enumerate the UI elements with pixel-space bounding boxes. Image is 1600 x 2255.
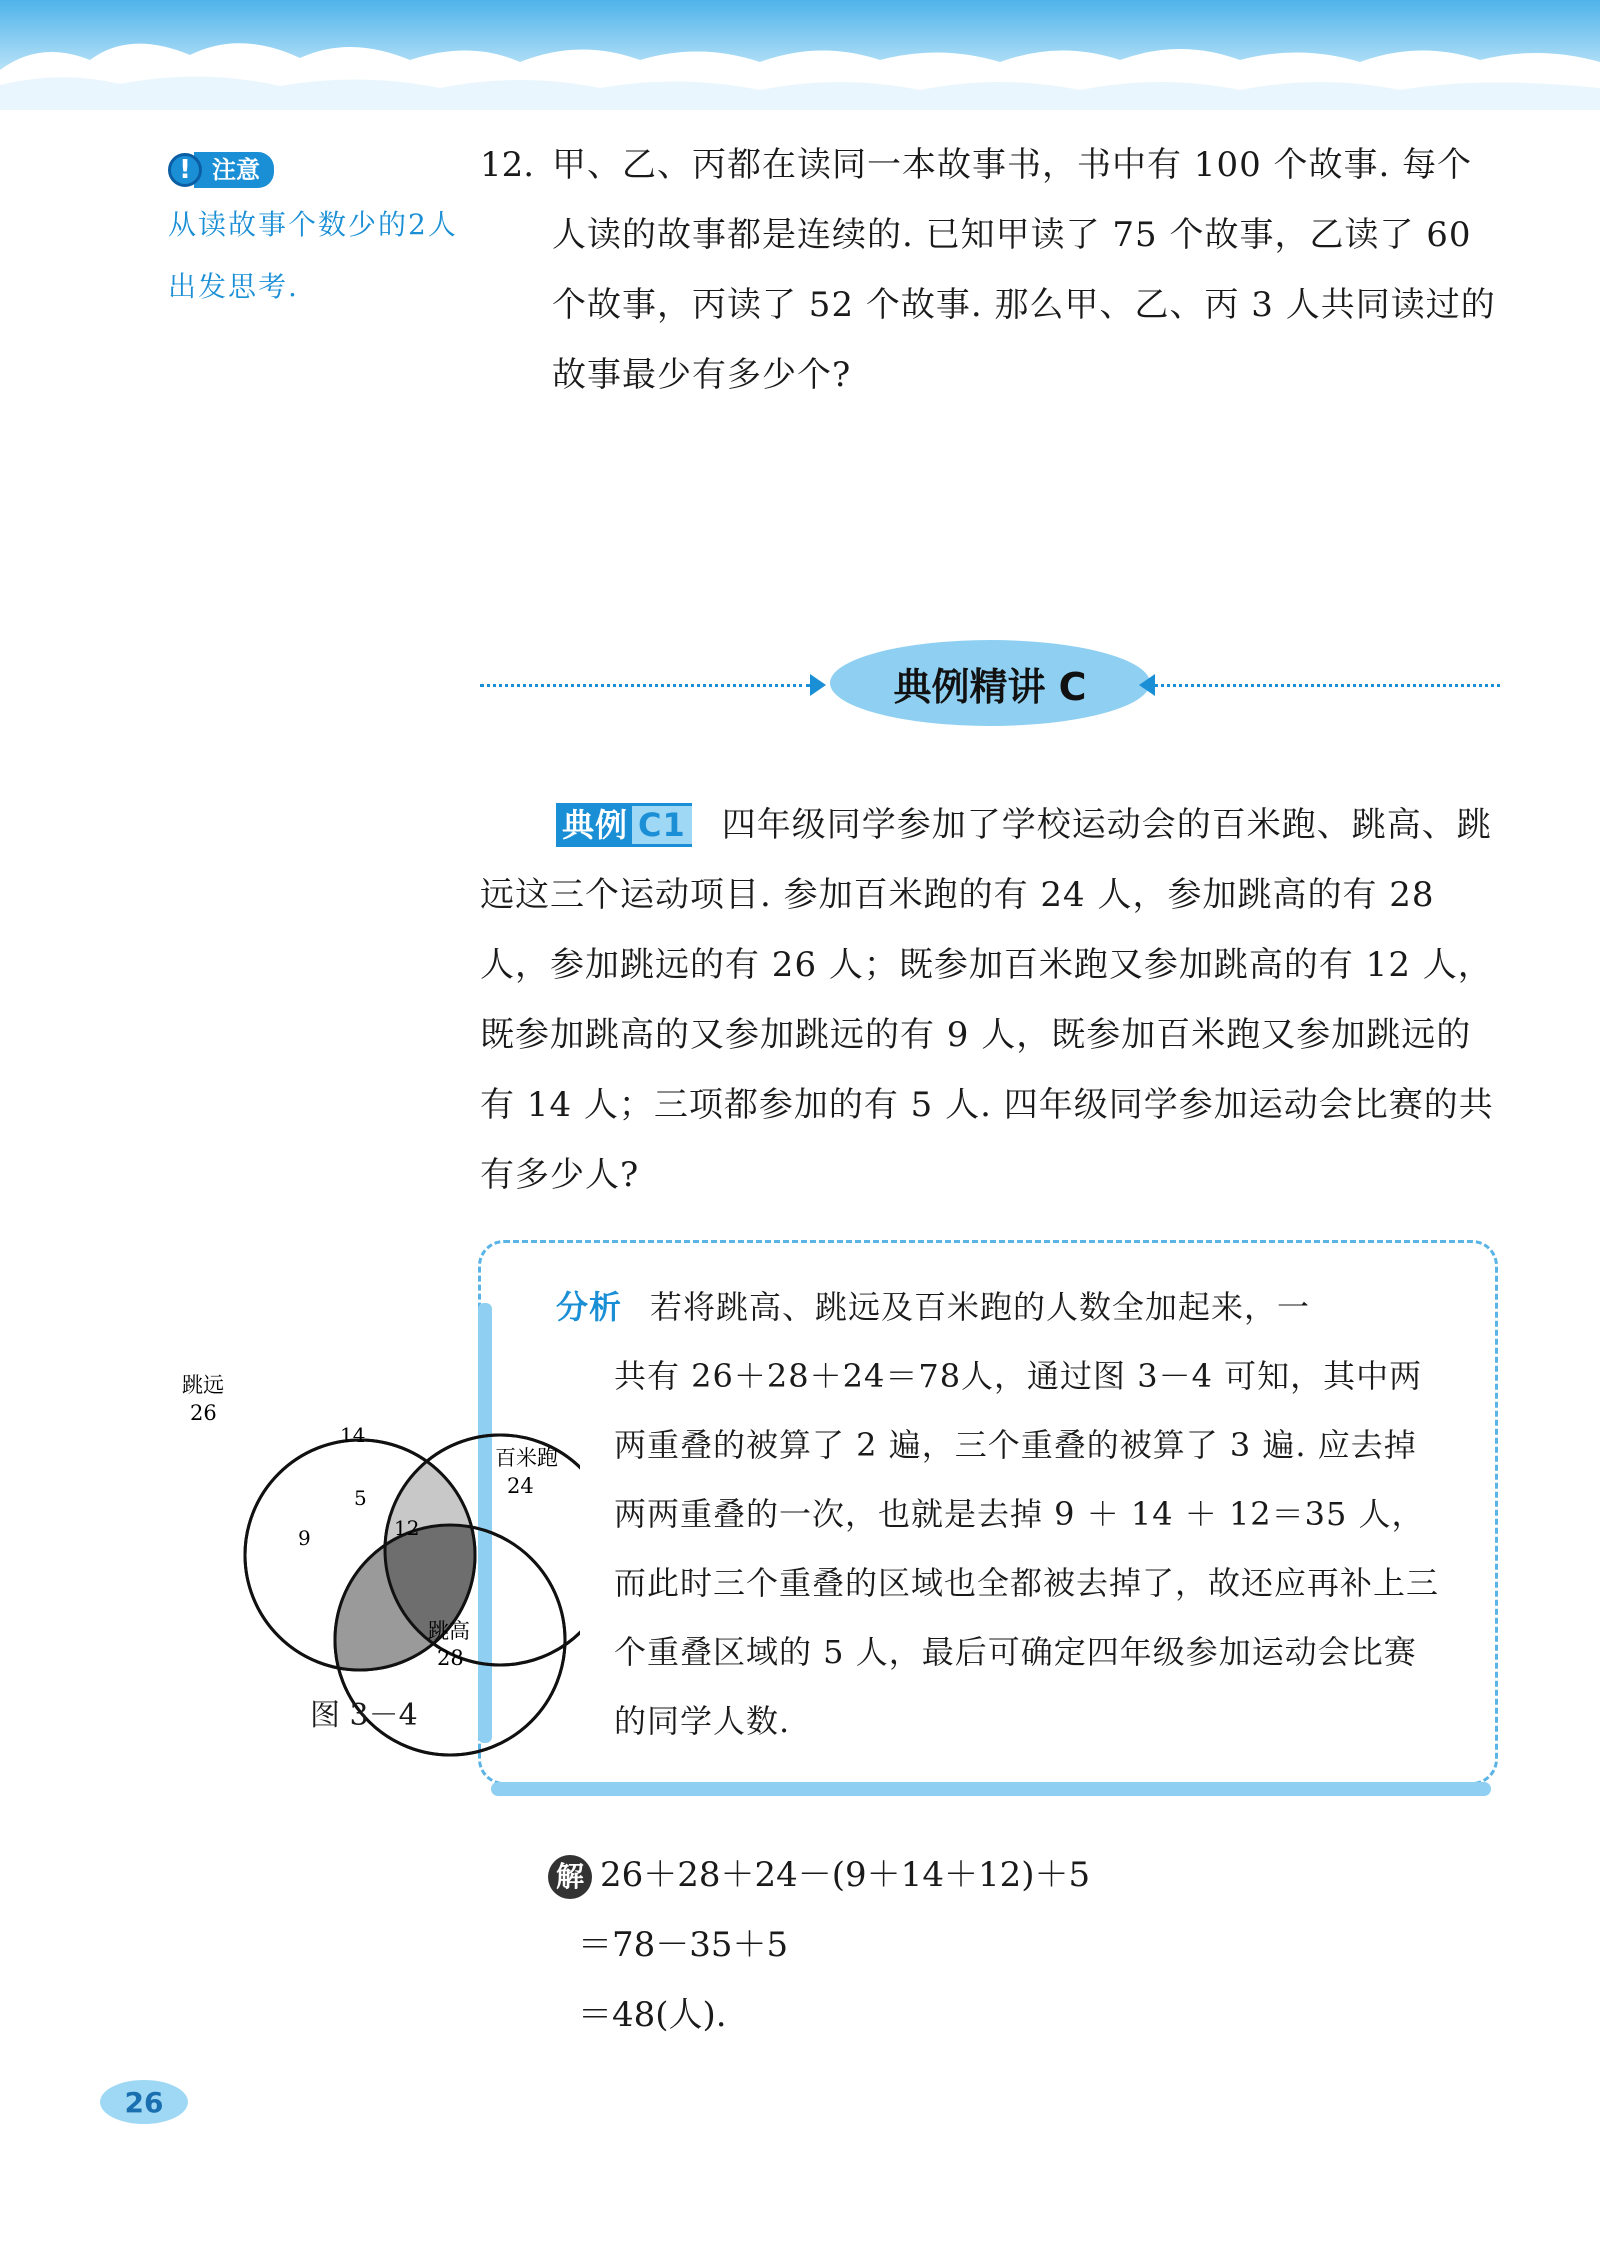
solution-line-3: ＝48(人). bbox=[578, 1995, 727, 2035]
example-tag bbox=[556, 803, 692, 847]
problem-text: 甲、乙、丙都在读同一本故事书，书中有 100 个故事. 每个人读的故事都是连续的. 已知甲读了 75 个故事，乙读了 60 个故事，丙读了 52 个故事. 那么甲、乙、丙 3 人共同读过的故事最少有多少个? bbox=[552, 145, 1496, 395]
example-tag-sub: C1 bbox=[632, 806, 692, 844]
solution bbox=[548, 1840, 1090, 2050]
analysis-first-line bbox=[556, 1273, 1446, 1342]
venn-label-high-jump: 跳高 bbox=[428, 1619, 470, 1643]
analysis-box bbox=[478, 1240, 1498, 1785]
venn-region-ac-label: 9 bbox=[298, 1526, 311, 1550]
analysis-first-text: 若将跳高、跳远及百米跑的人数全加起来，一 bbox=[650, 1288, 1311, 1326]
solution-line-1 bbox=[548, 1840, 1090, 1910]
exclamation-icon: ! bbox=[168, 153, 202, 187]
example-text: 四年级同学参加了学校运动会的百米跑、跳高、跳远这三个运动项目. 参加百米跑的有 24 人，参加跳高的有 28 人，参加跳远的有 26 人；既参加百米跑又参加跳高的有 12 人，既参加跳高的又参加跳远的有 9 人，既参加百米跑又参加跳远的有 14 人；三项都参加的有 5 人. 四年级同学参加运动会比赛的共有多少人? bbox=[480, 805, 1494, 1195]
box-shadow-bottom bbox=[491, 1782, 1491, 1796]
section-title: 典例精讲 C bbox=[893, 664, 1087, 709]
analysis-rest-text: 共有 26＋28＋24＝78人，通过图 3－4 可知，其中两两重叠的被算了 2 遍，三个重叠的被算了 3 遍. 应去掉两两重叠的一次，也就是去掉 9 ＋ 14 ＋ 12＝35 人，而此时三个重叠的区域也全都被去掉了，故还应再补上三个重叠区域的 5 人，最后可确定四年级参加运动会比赛的同学人数. bbox=[614, 1357, 1440, 1740]
figure-caption: 图 3－4 bbox=[310, 1698, 418, 1733]
page-header-clouds bbox=[0, 0, 1600, 110]
section-banner bbox=[480, 640, 1500, 730]
solution-badge: 解 bbox=[548, 1855, 592, 1899]
dotted-rule-right bbox=[1155, 684, 1500, 687]
note-label: 注意 bbox=[194, 152, 274, 188]
dotted-rule-left bbox=[480, 684, 810, 687]
note-text: 从读故事个数少的2人出发思考. bbox=[168, 208, 458, 303]
venn-region-bc-label: 12 bbox=[394, 1516, 420, 1540]
page-number: 26 bbox=[100, 2080, 188, 2124]
note-badge bbox=[168, 150, 468, 190]
problem-12 bbox=[480, 130, 1500, 410]
analysis-label: 分析 bbox=[556, 1288, 623, 1326]
analysis-body bbox=[556, 1273, 1446, 1756]
problem-number: 12. bbox=[480, 145, 535, 185]
example-tag-label: 典例 bbox=[562, 806, 629, 844]
venn-label-long-jump: 跳远 bbox=[182, 1373, 224, 1397]
solution-expr-1: 26＋28＋24－(9＋14＋12)＋5 bbox=[600, 1855, 1091, 1895]
venn-value-high-jump: 28 bbox=[437, 1646, 464, 1670]
section-pill bbox=[830, 640, 1150, 726]
venn-region-ab-label: 14 bbox=[340, 1423, 366, 1447]
arrow-right-icon bbox=[810, 674, 826, 696]
note-callout bbox=[168, 150, 468, 318]
venn-label-sprint: 百米跑 bbox=[495, 1446, 558, 1470]
solution-line-2: ＝78－35＋5 bbox=[578, 1925, 789, 1965]
venn-value-long-jump: 26 bbox=[190, 1401, 217, 1425]
example-c1 bbox=[480, 790, 1500, 1210]
venn-region-abc-label: 5 bbox=[354, 1486, 367, 1510]
venn-value-sprint: 24 bbox=[507, 1474, 534, 1498]
arrow-left-icon bbox=[1139, 674, 1155, 696]
